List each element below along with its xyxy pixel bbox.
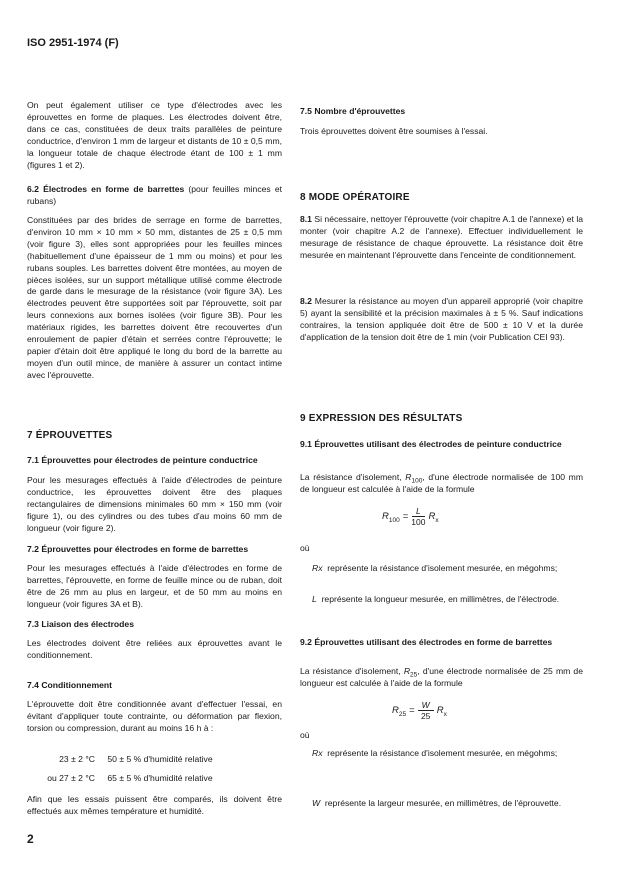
definition-w bbox=[312, 798, 583, 810]
text: , d'une électrode normalisée de 100 mm de longueur est calculée à l'aide de la formule bbox=[300, 472, 583, 494]
formula-r25: $R_{25}$ = $\frac{W}{25}$ $R_x$ bbox=[392, 700, 447, 721]
formula-rhs-sub: x bbox=[443, 710, 447, 718]
symbol: L bbox=[312, 594, 317, 604]
section-8-1-text bbox=[300, 214, 583, 262]
definition-rx bbox=[312, 563, 583, 575]
denominator: 25 bbox=[420, 711, 431, 721]
condition-1 bbox=[47, 754, 213, 764]
formula-r100: $R_{100}$ = $\frac{L}{100}$ $R_x$ bbox=[382, 506, 439, 527]
section-7-4-closing: Afin que les essais puissent être comparés, ils doivent être effectués aux mêmes température et humidité. bbox=[27, 794, 282, 816]
text: La résistance d'isolement, bbox=[300, 472, 406, 482]
section-number: 6.2 bbox=[27, 184, 39, 194]
definition-rx bbox=[312, 748, 583, 760]
intro-paragraph: On peut également utiliser ce type d'électrodes avec les éprouvettes en forme de plaques. Les électrodes doivent être, dans ce cas, constituées de deux traits parallèles de peinture conductrice, d'environ 1 mm de largeur et distants de 10 ± 0,5 mm, la longueur totale de chaque électrode étant de 100 ± 1 mm (figures 1 et 2). bbox=[27, 100, 282, 170]
section-7-5-text: Trois éprouvettes doivent être soumises à l'essai. bbox=[300, 126, 488, 136]
document-header: ISO 2951-1974 (F) bbox=[27, 37, 119, 49]
formula-rhs: R bbox=[428, 511, 436, 522]
section-7-4-heading: 7.4 Conditionnement bbox=[27, 680, 112, 690]
numerator: W bbox=[418, 700, 434, 711]
formula-lhs: R bbox=[392, 705, 399, 716]
section-7-1-heading: 7.1 Éprouvettes pour électrodes de peinture conductrice bbox=[27, 455, 258, 465]
condition-humidity: 65 ± 5 % d'humidité relative bbox=[107, 773, 213, 783]
section-9-heading: 9 EXPRESSION DES RÉSULTATS bbox=[300, 413, 463, 424]
denominator: 100 bbox=[411, 517, 426, 527]
symbol-sub: 25 bbox=[410, 671, 418, 679]
fraction bbox=[411, 506, 425, 527]
definition-text: représente la résistance d'isolement mesurée, en mégohms; bbox=[327, 748, 558, 758]
symbol: Rx bbox=[312, 563, 323, 573]
numerator: L bbox=[412, 506, 425, 517]
section-7-3-heading: 7.3 Liaison des électrodes bbox=[27, 619, 134, 629]
symbol: W bbox=[312, 798, 321, 808]
section-7-2-text: Pour les mesurages effectués à l'aide d'électrodes en forme de barrettes, l'éprouvette, en forme de feuille mince ou de ruban, doit être de 26 mm au plus en largeur, et de 50 mm au moins en longueur (voir figures 3A et B). bbox=[27, 563, 282, 609]
section-7-2-heading: 7.2 Éprouvettes pour électrodes en forme de barrettes bbox=[27, 544, 249, 554]
where-label: où bbox=[300, 730, 310, 740]
definition-text: représente la largeur mesurée, en millimètres, de l'éprouvette. bbox=[324, 798, 562, 808]
definition-text: représente la résistance d'isolement mesurée, en mégohms; bbox=[327, 563, 558, 573]
condition-temperature: ou 27 ± 2 °C bbox=[47, 773, 95, 783]
section-7-4-text: L'éprouvette doit être conditionnée avant d'effectuer l'essai, en évitant d'appliquer toute contrainte, ou déformation par flexion, torsion ou compression, durant au moins 16 h à : bbox=[27, 699, 282, 733]
definition-l bbox=[312, 594, 583, 606]
formula-lhs-sub: 100 bbox=[388, 516, 400, 524]
section-6-2-heading bbox=[27, 184, 282, 208]
page-number: 2 bbox=[27, 832, 34, 846]
section-8-2-text bbox=[300, 296, 583, 344]
condition-humidity: 50 ± 5 % d'humidité relative bbox=[107, 754, 213, 764]
text: La résistance d'isolement, bbox=[300, 666, 404, 676]
section-7-3-text: Les électrodes doivent être reliées aux éprouvettes avant le conditionnement. bbox=[27, 638, 282, 660]
section-title: Électrodes en forme de barrettes bbox=[43, 184, 185, 194]
section-9-2-text bbox=[300, 666, 583, 690]
condition-2 bbox=[47, 773, 213, 783]
formula-rhs-sub: x bbox=[435, 516, 439, 524]
symbol: Rx bbox=[312, 748, 323, 758]
formula-lhs-sub: 25 bbox=[398, 710, 407, 718]
fraction bbox=[418, 700, 434, 721]
formula-lhs: R bbox=[382, 511, 389, 522]
section-8-heading: 8 MODE OPÉRATOIRE bbox=[300, 192, 410, 203]
section-9-2-heading: 9.2 Éprouvettes utilisant des électrodes en forme de barrettes bbox=[300, 637, 553, 647]
section-number: 8.2 bbox=[300, 296, 312, 306]
section-number: 8.1 bbox=[300, 214, 312, 224]
formula-rhs: R bbox=[436, 705, 444, 716]
condition-temperature: 23 ± 2 °C bbox=[59, 754, 95, 764]
where-label: où bbox=[300, 543, 310, 553]
section-7-5-heading: 7.5 Nombre d'éprouvettes bbox=[300, 106, 406, 116]
section-7-1-text: Pour les mesurages effectués à l'aide d'électrodes de peinture conductrice, les éprouvettes doivent être des plaques rectangulaires de dimensions minimales 60 mm × 150 mm (voir figure 1), ou des cylindres ou des tubes d'au moins 60 mm de longueur (voir figure 2). bbox=[27, 475, 282, 533]
paragraph-text: Si nécessaire, nettoyer l'éprouvette (voir chapitre A.1 de l'annexe) et la monter (voir chapitre A.2 de l'annexe). Effectuer individuellement le mesurage de résistance de chaque éprouvette. La résistance doit être mesurée en maintenant l'éprouvette dans l'enceinte de conditionnement. bbox=[300, 214, 584, 260]
symbol: R bbox=[405, 472, 412, 482]
section-9-1-text bbox=[300, 472, 583, 496]
paragraph-text: Mesurer la résistance au moyen d'un appareil approprié (voir chapitre 5) ayant la sensibilité et la précision maximales à ± 5 %. Sauf indications contraires, la tension appliquée doit être de 500 ± 10 V et la durée d'application de la tension doit être de 1 min (voir Publication CEI 93). bbox=[300, 296, 583, 342]
section-7-heading: 7 ÉPROUVETTES bbox=[27, 430, 113, 441]
symbol: R bbox=[403, 666, 411, 676]
symbol-sub: 100 bbox=[411, 477, 423, 485]
section-9-1-heading: 9.1 Éprouvettes utilisant des électrodes de peinture conductrice bbox=[300, 439, 562, 449]
section-subtitle: (pour feuilles minces et rubans) bbox=[27, 184, 282, 206]
definition-text: représente la longueur mesurée, en millimètres, de l'électrode. bbox=[321, 594, 560, 604]
text: , d'une électrode normalisée de 25 mm de longueur est calculée à l'aide de la formule bbox=[300, 666, 583, 688]
section-6-2-text: Constituées par des brides de serrage en forme de barrettes, d'environ 10 mm × 10 mm × 50 mm, distantes de 25 ± 0,5 mm (voir figure 3), elles sont appropriées pour les feuilles minces (habituellement d'une épaisseur de 1 mm ou moins) et pour les rubans souples. Les barrettes doivent être montées, au moyen de pièces isolées, sur un support métallique utilisé comme électrode de garde dans le mesurage de la résistance (voir figure 3A). Les électrodes peuvent être supportées soit par l'éprouvette, soit par leurs connexions aux bornes isolées (voir figure 3B). Pour les matériaux rigides, les barrettes doivent être recouvertes d'un enroulement de papier d'étain et serrées contre l'éprouvette; le papier d'étain doit être appliqué le long du bord de la barrette au moyen d'un outil mince, de manière à assurer un contact intime avec l'éprouvette. bbox=[27, 215, 282, 380]
